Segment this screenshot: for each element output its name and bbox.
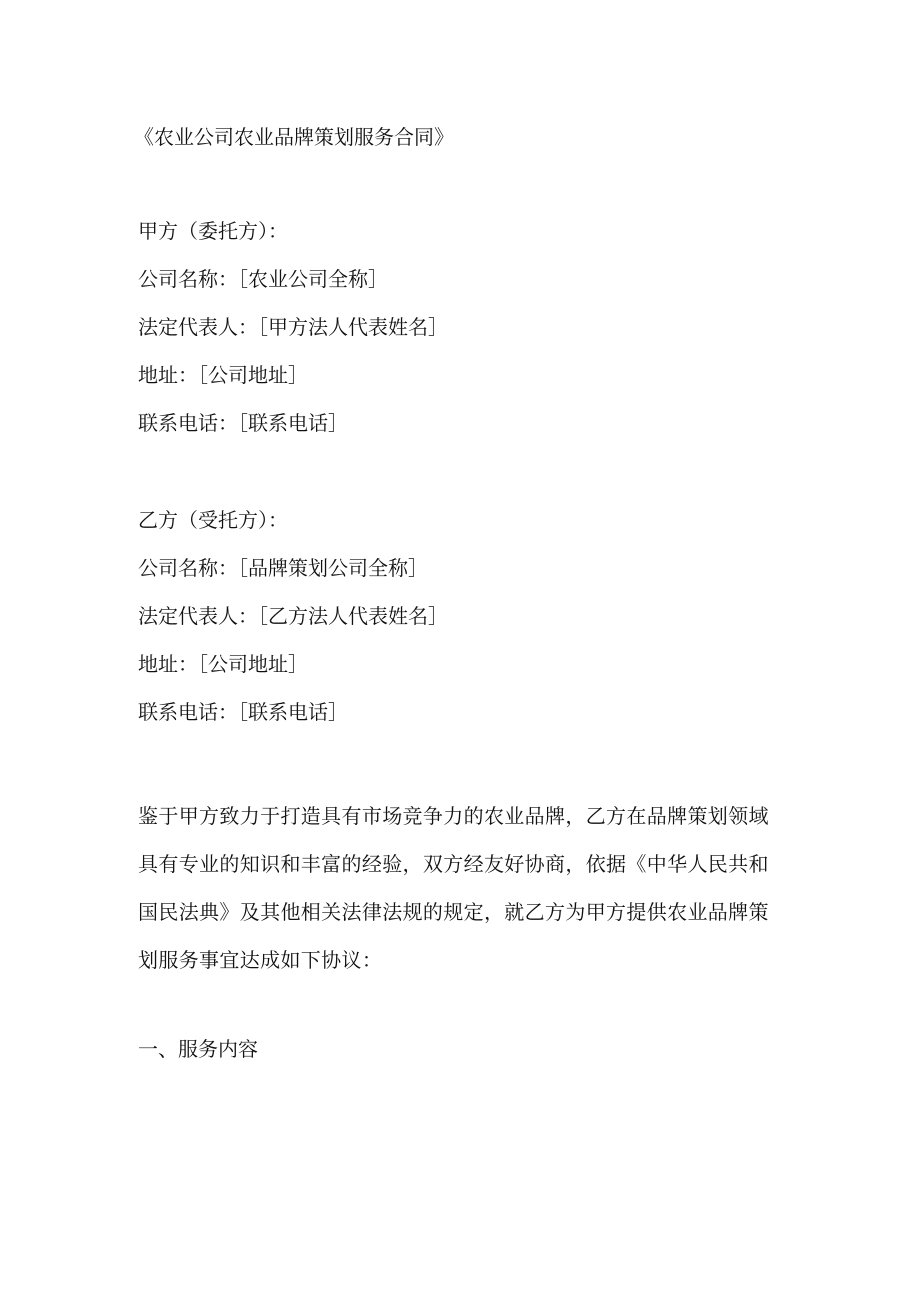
preamble-line: 鉴于甲方致力于打造具有市场竞争力的农业品牌，乙方在品牌策划领域 — [138, 804, 769, 828]
party-a-heading: 甲方（委托方）： — [138, 219, 288, 243]
document-title: 《农业公司农业品牌策划服务合同》 — [134, 125, 454, 149]
preamble-line: 国民法典》及其他相关法律法规的规定，就乙方为甲方提供农业品牌策 — [138, 900, 769, 924]
section-1-heading: 一、服务内容 — [138, 1037, 258, 1061]
preamble-line: 划服务事宜达成如下协议： — [138, 948, 383, 972]
preamble-line: 具有专业的知识和丰富的经验，双方经友好协商，依据《中华人民共和 — [138, 852, 769, 876]
party-a-representative: 法定代表人：［甲方法人代表姓名］ — [138, 315, 448, 339]
party-b-address: 地址：［公司地址］ — [138, 652, 308, 676]
party-a-address: 地址：［公司地址］ — [138, 363, 308, 387]
party-b-company: 公司名称：［品牌策划公司全称］ — [138, 556, 428, 580]
party-b-representative: 法定代表人：［乙方法人代表姓名］ — [138, 604, 448, 628]
party-b-phone: 联系电话：［联系电话］ — [138, 700, 348, 724]
preamble-paragraph — [138, 792, 778, 984]
party-a-company: 公司名称：［农业公司全称］ — [138, 267, 388, 291]
party-a-phone: 联系电话：［联系电话］ — [138, 411, 348, 435]
party-b-heading: 乙方（受托方）： — [138, 508, 288, 532]
